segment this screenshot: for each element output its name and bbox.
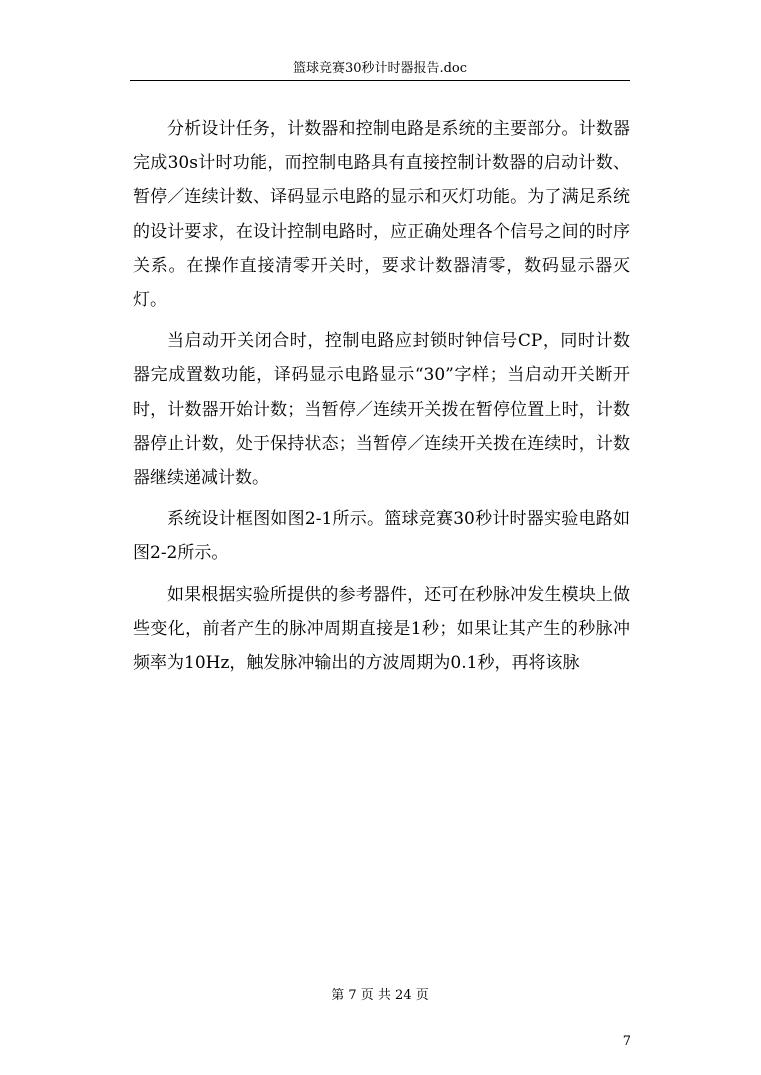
document-body	[133, 112, 630, 687]
page-counter: 第 7 页 共 24 页	[331, 988, 429, 1003]
header-divider	[130, 80, 630, 81]
paragraph: 当启动开关闭合时，控制电路应封锁时钟信号CP，同时计数器完成置数功能，译码显示电路显示“30”字样；当启动开关断开时，计数器开始计数；当暂停／连续开关拨在暂停位置上时，计数器停止计数，处于保持状态；当暂停／连续开关拨在连续时，计数器继续递减计数。	[133, 331, 630, 489]
page-number: 7	[622, 1034, 631, 1049]
paragraph: 如果根据实验所提供的参考器件，还可在秒脉冲发生模块上做些变化，前者产生的脉冲周期直接是1秒；如果让其产生的秒脉冲频率为10Hz，触发脉冲输出的方波周期为0.1秒，再将该脉	[133, 584, 630, 674]
paragraph: 分析设计任务，计数器和控制电路是系统的主要部分。计数器完成30s计时功能，而控制电路具有直接控制计数器的启动计数、暂停／连续计数、译码显示电路的显示和灭灯功能。为了满足系统的设计要求，在设计控制电路时，应正确处理各个信号之间的时序关系。在操作直接清零开关时，要求计数器清零，数码显示器灭灯。	[133, 119, 630, 311]
paragraph: 系统设计框图如图2-1所示。篮球竞赛30秒计时器实验电路如图2-2所示。	[133, 509, 630, 564]
page-header-title: 篮球竞赛30秒计时器报告.doc	[292, 61, 468, 76]
